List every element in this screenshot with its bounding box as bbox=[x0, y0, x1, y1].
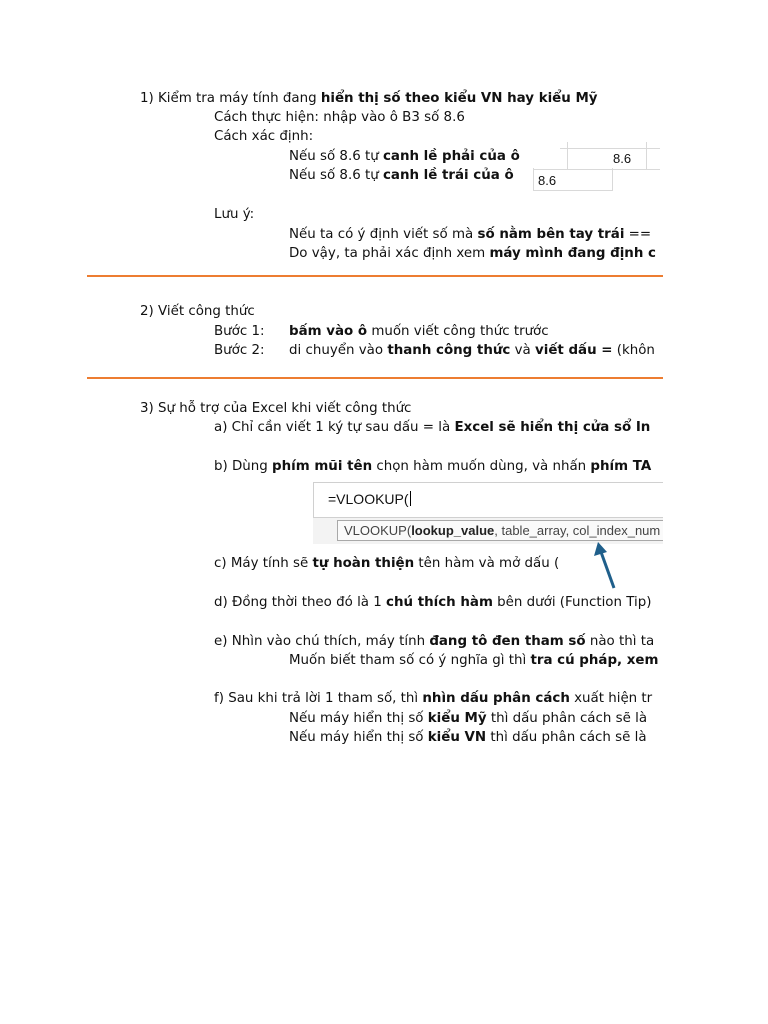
section-1-method: Cách thực hiện: nhập vào ô B3 số 8.6 bbox=[214, 110, 465, 125]
point-d: d) Đồng thời theo đó là 1 chú thích hàm bên dưới (Function Tip) bbox=[214, 595, 652, 610]
point-a: a) Chỉ cần viết 1 ký tự sau dấu = là Excel sẽ hiển thị cửa sổ In bbox=[214, 420, 651, 435]
section-1-case-left: Nếu số 8.6 tự canh lề trái của ô bbox=[289, 168, 514, 183]
point-b: b) Dùng phím mũi tên chọn hàm muốn dùng, và nhấn phím TA bbox=[214, 459, 652, 474]
section-3-heading: 3) Sự hỗ trợ của Excel khi viết công thức bbox=[140, 401, 412, 416]
arrow-pointer-icon bbox=[590, 540, 620, 592]
section-divider bbox=[87, 377, 663, 379]
note-line-1: Nếu ta có ý định viết số mà số nằm bên tay trái == bbox=[289, 227, 652, 242]
note-label: Lưu ý: bbox=[214, 207, 255, 222]
section-2-heading: 2) Viết công thức bbox=[140, 304, 255, 319]
step-1-text: bấm vào ô muốn viết công thức trước bbox=[289, 324, 549, 339]
cell-value-left: 8.6 bbox=[538, 173, 557, 188]
point-f: f) Sau khi trả lời 1 tham số, thì nhìn dấu phân cách xuất hiện tr bbox=[214, 691, 653, 706]
text-cursor bbox=[410, 491, 411, 506]
step-1-label: Bước 1: bbox=[214, 324, 265, 339]
section-divider bbox=[87, 275, 663, 277]
cell-value-right: 8.6 bbox=[613, 151, 632, 166]
section-1-case-right: Nếu số 8.6 tự canh lề phải của ô bbox=[289, 149, 520, 164]
step-2-text: di chuyển vào thanh công thức và viết dấu = (khôn bbox=[289, 343, 655, 358]
section-1-determine: Cách xác định: bbox=[214, 129, 314, 144]
step-2-label: Bước 2: bbox=[214, 343, 265, 358]
note-line-2: Do vậy, ta phải xác định xem máy mình đang định c bbox=[289, 246, 656, 261]
point-e-detail: Muốn biết tham số có ý nghĩa gì thì tra cú pháp, xem bbox=[289, 653, 659, 668]
point-f-vn: Nếu máy hiển thị số kiểu VN thì dấu phân cách sẽ là bbox=[289, 730, 647, 745]
function-tooltip: VLOOKUP(lookup_value, table_array, col_index_num bbox=[337, 520, 663, 541]
formula-bar[interactable] bbox=[313, 482, 663, 518]
section-1-heading: 1) Kiểm tra máy tính đang hiển thị số theo kiểu VN hay kiểu Mỹ bbox=[140, 91, 598, 106]
formula-text: =VLOOKUP( bbox=[328, 491, 409, 507]
point-c: c) Máy tính sẽ tự hoàn thiện tên hàm và mở dấu ( bbox=[214, 556, 560, 571]
point-f-us: Nếu máy hiển thị số kiểu Mỹ thì dấu phân cách sẽ là bbox=[289, 711, 648, 726]
point-e: e) Nhìn vào chú thích, máy tính đang tô đen tham số nào thì ta bbox=[214, 634, 655, 649]
